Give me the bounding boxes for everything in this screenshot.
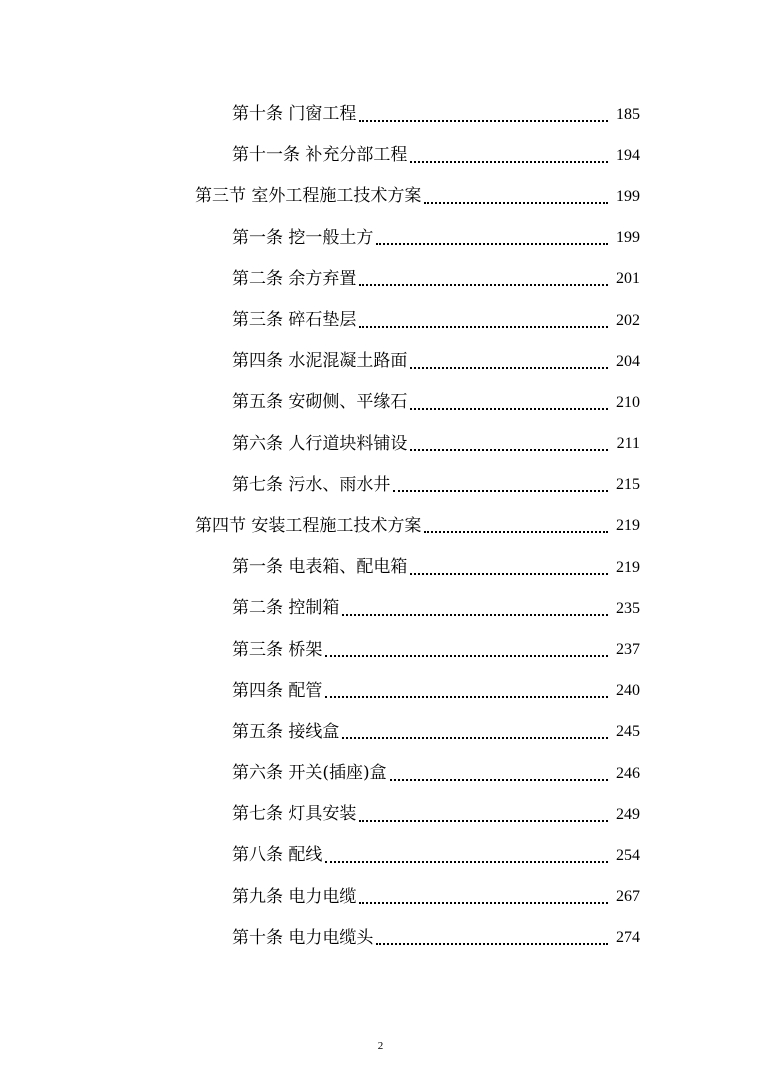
dot-leader — [342, 600, 608, 616]
toc-entry-title: 第三节 室外工程施工技术方案 — [195, 186, 422, 207]
toc-entry[interactable] — [0, 671, 761, 712]
toc-entry-title: 第三条 碎石垫层 — [232, 310, 357, 331]
toc-entry[interactable] — [0, 218, 761, 259]
dot-leader — [325, 641, 608, 657]
dot-leader — [410, 559, 608, 575]
toc-entry[interactable] — [0, 588, 761, 629]
dot-leader — [325, 847, 608, 863]
table-of-contents — [0, 94, 761, 959]
dot-leader — [342, 723, 608, 739]
toc-entry-page: 237 — [616, 641, 640, 659]
toc-entry[interactable] — [0, 259, 761, 300]
toc-section-entry[interactable] — [0, 176, 761, 217]
toc-entry-title: 第四条 配管 — [232, 680, 323, 701]
toc-entry[interactable] — [0, 465, 761, 506]
dot-leader — [410, 435, 608, 451]
toc-entry[interactable] — [0, 547, 761, 588]
toc-entry-title: 第十条 门窗工程 — [232, 104, 357, 125]
toc-entry-title: 第五条 安砌侧、平缘石 — [232, 392, 408, 413]
toc-entry-page: 211 — [616, 435, 640, 453]
toc-entry-page: 210 — [616, 393, 640, 411]
toc-entry-page: 215 — [616, 476, 640, 494]
toc-entry[interactable] — [0, 94, 761, 135]
toc-entry[interactable] — [0, 877, 761, 918]
toc-entry-page: 202 — [616, 311, 640, 329]
toc-entry-page: 219 — [616, 517, 640, 535]
toc-entry-page: 274 — [616, 929, 640, 947]
dot-leader — [410, 394, 608, 410]
toc-entry[interactable] — [0, 424, 761, 465]
toc-entry-page: 201 — [616, 270, 640, 288]
dot-leader — [410, 353, 608, 369]
toc-entry[interactable] — [0, 918, 761, 959]
dot-leader — [390, 765, 608, 781]
toc-entry-page: 245 — [616, 723, 640, 741]
dot-leader — [359, 106, 608, 122]
dot-leader — [359, 888, 608, 904]
dot-leader — [359, 806, 608, 822]
dot-leader — [410, 147, 608, 163]
toc-entry[interactable] — [0, 382, 761, 423]
dot-leader — [424, 188, 608, 204]
page-number: 2 — [377, 1040, 384, 1052]
toc-entry[interactable] — [0, 300, 761, 341]
toc-entry-page: 194 — [616, 146, 640, 164]
toc-entry[interactable] — [0, 794, 761, 835]
toc-entry-title: 第五条 接线盒 — [232, 721, 340, 742]
toc-entry-page: 246 — [616, 764, 640, 782]
toc-entry-title: 第九条 电力电缆 — [232, 886, 357, 907]
toc-entry[interactable] — [0, 629, 761, 670]
toc-entry-title: 第一条 挖一般土方 — [232, 227, 374, 248]
toc-entry-title: 第六条 开关(插座)盒 — [232, 763, 387, 784]
toc-entry-title: 第六条 人行道块料铺设 — [232, 433, 408, 454]
dot-leader — [424, 517, 608, 533]
toc-entry-title: 第二条 余方弃置 — [232, 268, 357, 289]
dot-leader — [359, 270, 608, 286]
toc-entry-page: 199 — [616, 187, 640, 205]
toc-entry[interactable] — [0, 753, 761, 794]
toc-entry-title: 第十条 电力电缆头 — [232, 927, 374, 948]
toc-entry[interactable] — [0, 341, 761, 382]
toc-entry-page: 240 — [616, 682, 640, 700]
dot-leader — [359, 312, 608, 328]
toc-entry-title: 第十一条 补充分部工程 — [232, 145, 408, 166]
toc-entry-title: 第七条 灯具安装 — [232, 804, 357, 825]
toc-entry-title: 第四条 水泥混凝土路面 — [232, 351, 408, 372]
toc-entry-page: 199 — [616, 229, 640, 247]
toc-entry-title: 第二条 控制箱 — [232, 598, 340, 619]
toc-entry-title: 第一条 电表箱、配电箱 — [232, 557, 408, 578]
dot-leader — [376, 229, 608, 245]
toc-entry-title: 第四节 安装工程施工技术方案 — [195, 515, 422, 536]
dot-leader — [376, 929, 608, 945]
toc-entry-page: 254 — [616, 846, 640, 864]
toc-entry-page: 235 — [616, 599, 640, 617]
toc-entry-title: 第七条 污水、雨水井 — [232, 474, 391, 495]
toc-entry[interactable] — [0, 835, 761, 876]
dot-leader — [393, 476, 608, 492]
toc-entry-page: 249 — [616, 805, 640, 823]
toc-entry-page: 219 — [616, 558, 640, 576]
dot-leader — [325, 682, 608, 698]
toc-entry-page: 185 — [616, 105, 640, 123]
toc-section-entry[interactable] — [0, 506, 761, 547]
toc-entry-title: 第三条 桥架 — [232, 639, 323, 660]
toc-entry[interactable] — [0, 135, 761, 176]
toc-entry[interactable] — [0, 712, 761, 753]
toc-entry-page: 204 — [616, 352, 640, 370]
toc-entry-page: 267 — [616, 888, 640, 906]
toc-entry-title: 第八条 配线 — [232, 845, 323, 866]
